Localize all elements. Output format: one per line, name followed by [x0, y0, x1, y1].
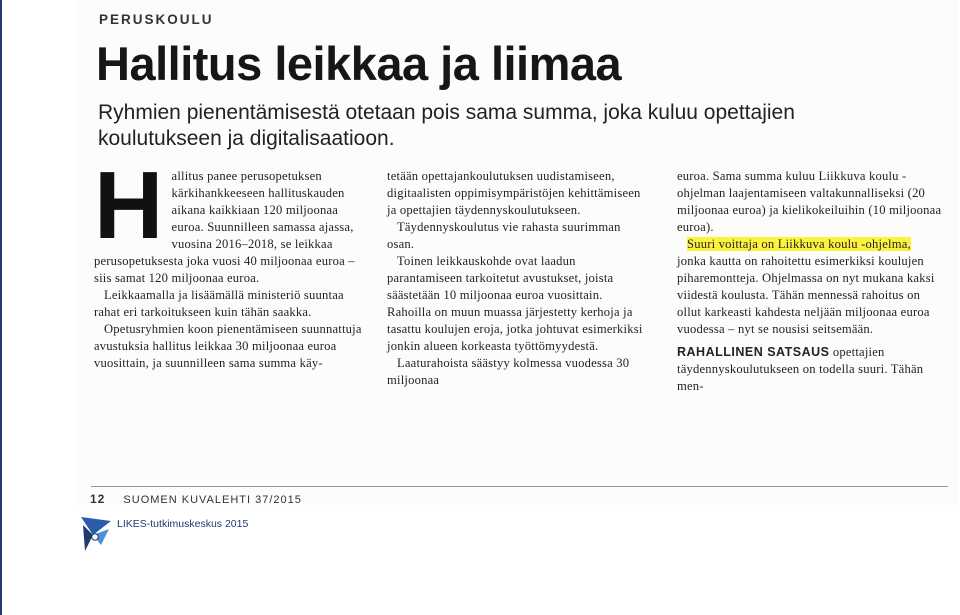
- footer-rule: [91, 486, 948, 487]
- likes-logo-icon: [79, 515, 113, 553]
- magazine-issue: SUOMEN KUVALEHTI 37/2015: [123, 494, 302, 506]
- highlighted-text: Suuri voittaja on Liikkuva koulu -ohjelma,: [687, 237, 911, 251]
- page-footer: [90, 492, 302, 506]
- lead-paragraph: Ryhmien pienentämisestä otetaan pois sama summa, joka kuluu opettajien koulutukseen ja digitalisaatioon.: [98, 101, 795, 150]
- credit-text: LIKES-tutkimuskeskus 2015: [117, 518, 249, 530]
- newspaper-clipping: [76, 0, 958, 505]
- article-column-1: [94, 152, 366, 372]
- headline: Hallitus leikkaa ja liimaa: [96, 37, 622, 90]
- section-label: PERUSKOULU: [99, 12, 214, 27]
- page-number: 12: [90, 492, 106, 506]
- column-2-paragraph-2: Täydennyskoulutus vie rahasta suurimman osan.: [387, 220, 621, 251]
- article-column-2: [387, 168, 645, 389]
- slide-frame-edge: [0, 0, 2, 615]
- column-3-paragraph-3: RAHALLINEN SATSAUS opettajien täydennyskoulutukseen on todella suuri. Tähän men-: [677, 345, 924, 393]
- column-1-paragraph-1: Hallitus panee perusopetuksen kärkihankkeeseen hallituskauden aikana kaikkiaan 120 miljoonaa euroa. Suunnilleen samassa ajassa, vuosina 2016–2018, se leikkaa perusopetuksesta joka vuosi 40 miljoonaa euroa – siis samat 120 miljoonaa euroa.: [94, 152, 355, 285]
- column-1-paragraph-3: Opetusryhmien koon pienentämiseen suunnattuja avustuksia hallitus leikkaa 30 miljoonaa euroa vuosittain, ja suunnilleen sama summa käy-: [94, 322, 362, 370]
- drop-cap: H: [94, 152, 164, 259]
- column-3-paragraph-1: euroa. Sama summa kuluu Liikkuva koulu -ohjelman laajentamiseen valtakunnalliseksi (20 miljoonaa euroa) ja kielikokeiluihin (10 miljoonaa euroa).: [677, 169, 942, 234]
- column-3-paragraph-2: Suuri voittaja on Liikkuva koulu -ohjelma, jonka kautta on rahoitettu esimerkiksi koulujen piharemontteja. Ohjelmassa on nyt mukana kaksi viidestä koulusta. Tähän mennessä rahoitus on ollut karkeasti kahdesta neljään miljoonaa euroa vuodessa – nyt se nousisi seitsemään.: [677, 237, 935, 336]
- subheading: RAHALLINEN SATSAUS: [677, 345, 830, 359]
- column-2-paragraph-4: Laaturahoista säästyy kolmessa vuodessa 30 miljoonaa: [387, 356, 630, 387]
- column-2-paragraph-3: Toinen leikkauskohde ovat laadun parantamiseen tarkoitetut avustukset, joista säästetään 10 miljoonaa euroa vuosittain. Rahoilla on muun muassa järjestetty kerhoja ja tasattu koulujen eroja, jotka johtuvat esimerkiksi jonkin alueen korkeasta työttömyydestä.: [387, 254, 643, 353]
- column-2-paragraph-1: tetään opettajankoulutuksen uudistamiseen, digitaalisten oppimisympäristöjen kehittämiseen ja opettajien täydennyskoulutukseen.: [387, 169, 641, 217]
- column-1-paragraph-2: Leikkaamalla ja lisäämällä ministeriö suuntaa rahat eri tarkoitukseen kuin tähän saakka.: [94, 288, 344, 319]
- article-column-3: [677, 168, 943, 395]
